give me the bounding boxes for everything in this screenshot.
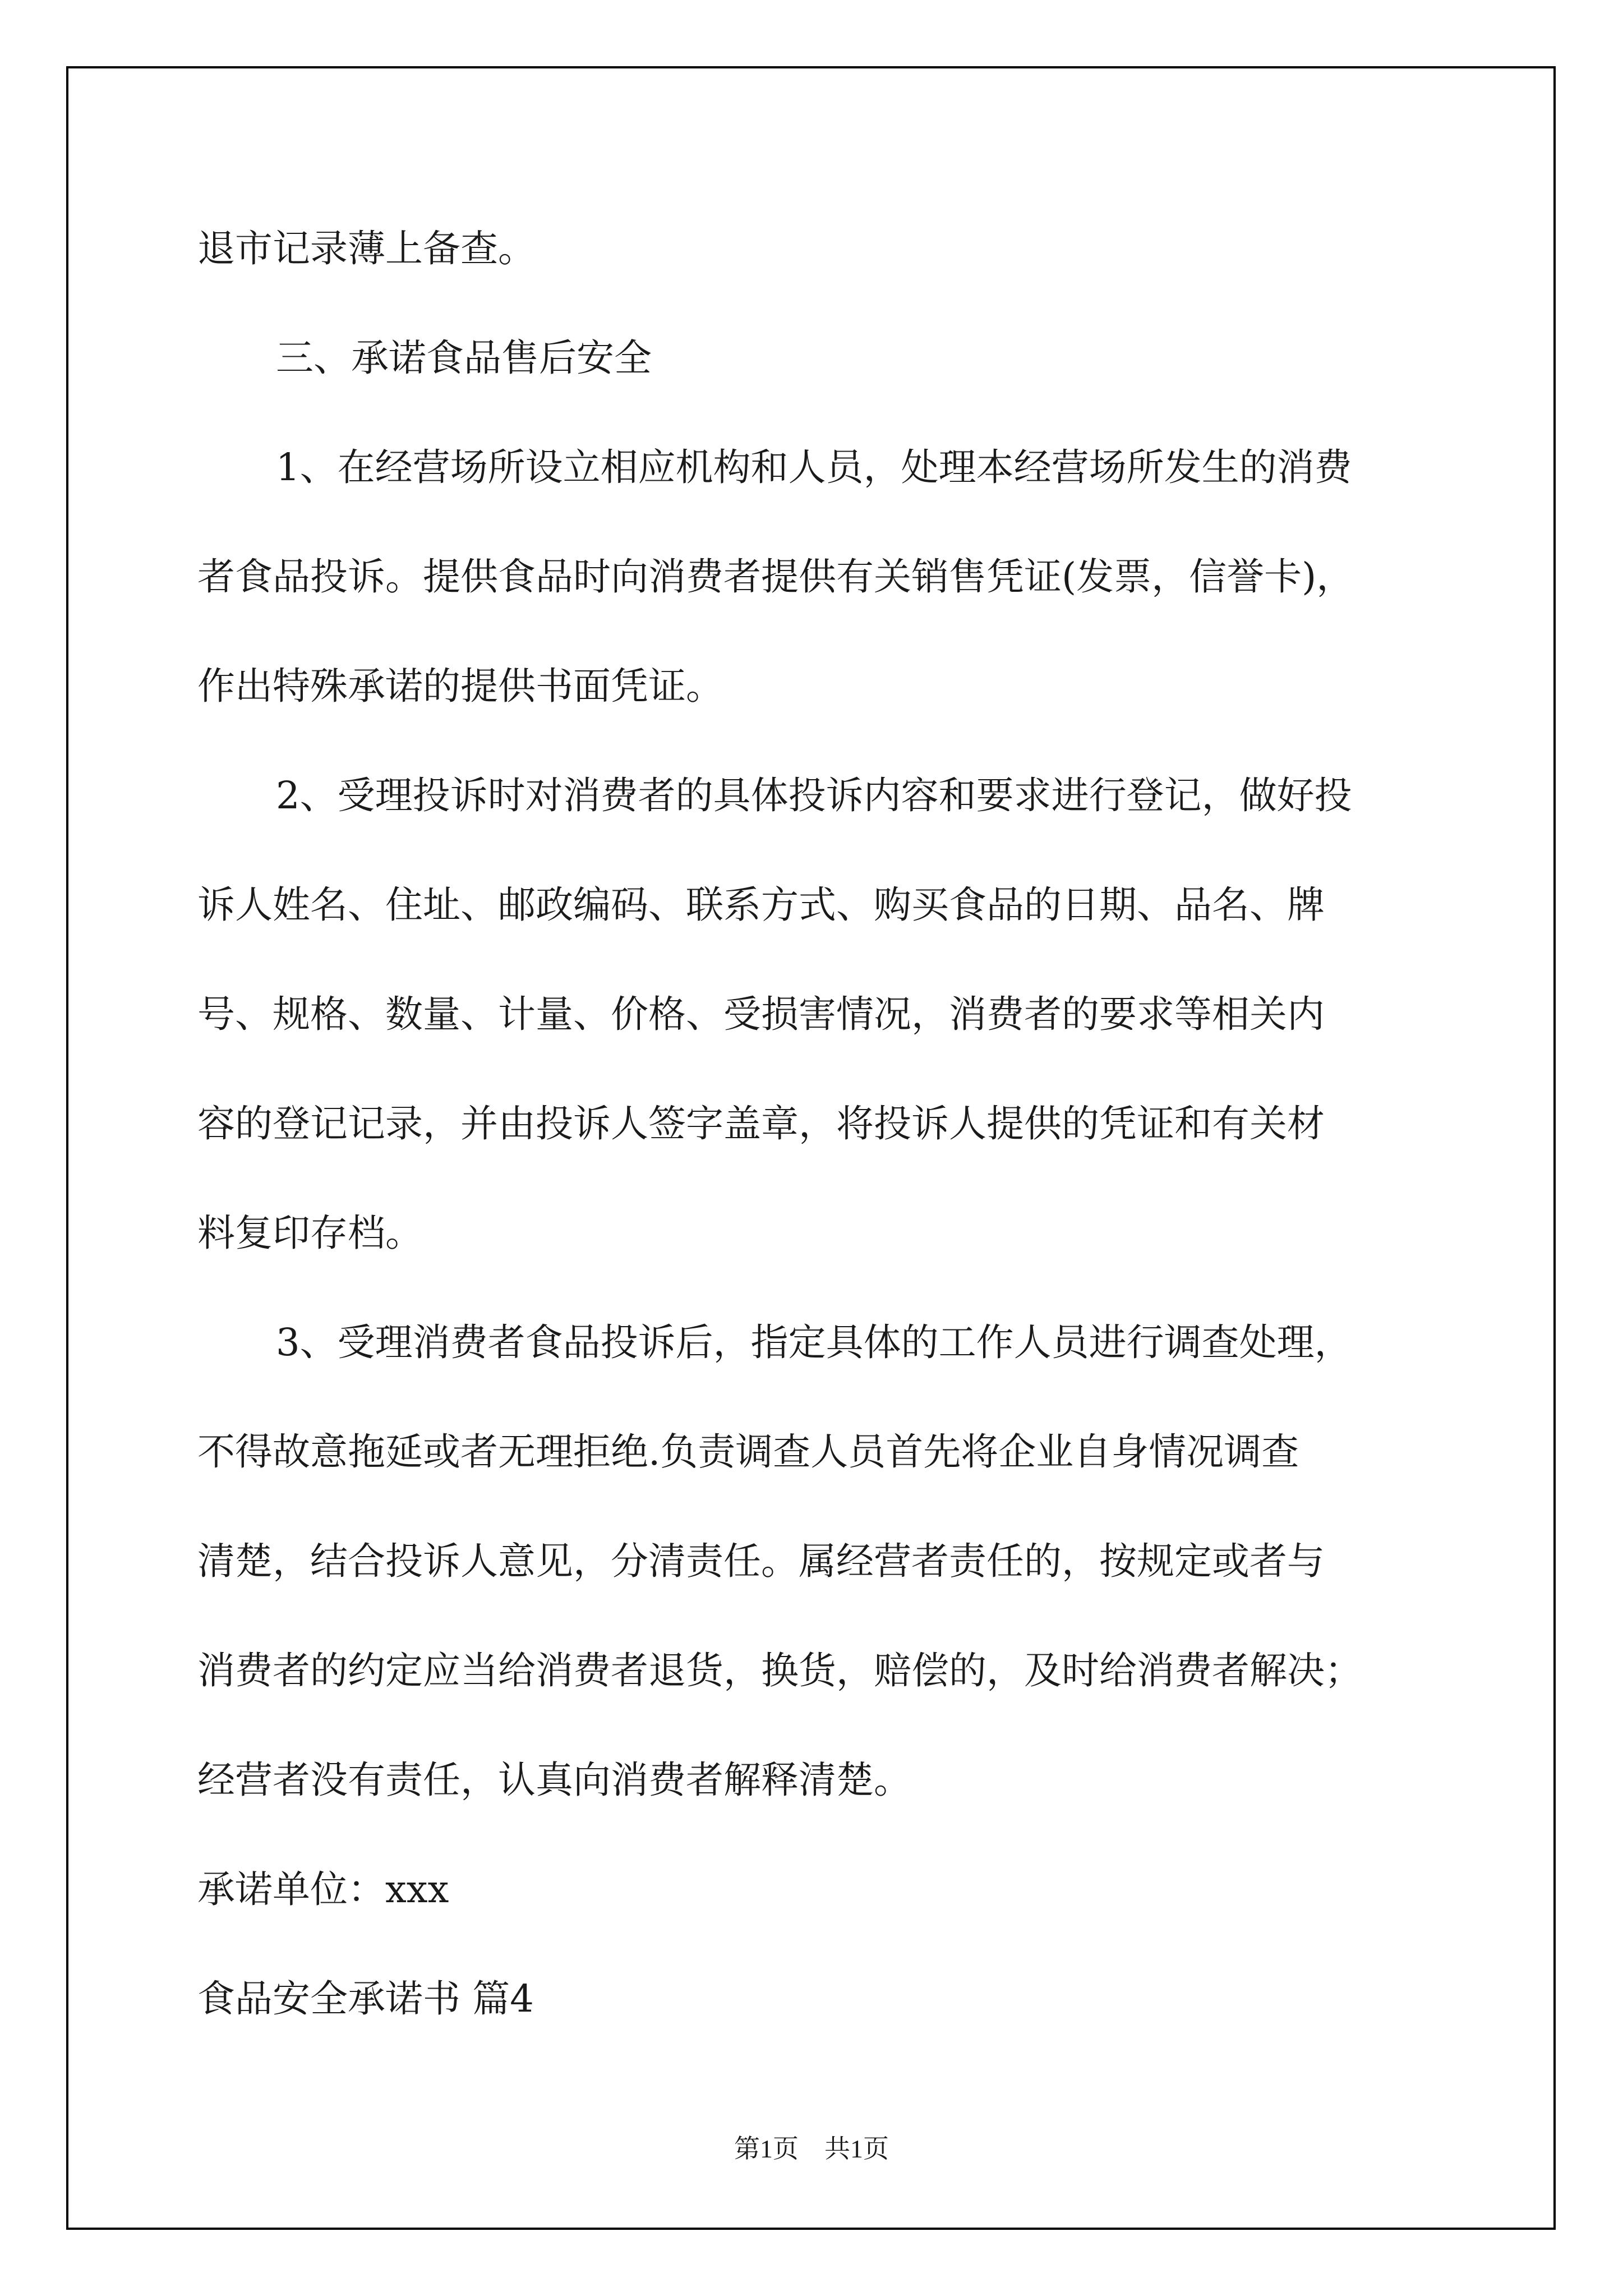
- text-line-7: 诉人姓名、住址、邮政编码、联系方式、购买食品的日期、品名、牌: [197, 883, 1325, 927]
- text-line-12: 不得故意拖延或者无理拒绝.负责调查人员首先将企业自身情况调查: [197, 1430, 1299, 1474]
- text-line-8: 号、规格、数量、计量、价格、受损害情况，消费者的要求等相关内: [197, 992, 1325, 1036]
- text-line-13: 清楚，结合投诉人意见，分清责任。属经营者责任的，按规定或者与: [197, 1539, 1325, 1583]
- text-line-3: 1、在经营场所设立相应机构和人员，处理本经营场所发生的消费: [276, 445, 1352, 489]
- promisor-unit-line: 承诺单位：xxx: [197, 1867, 449, 1911]
- text-line-5: 作出特殊承诺的提供书面凭证。: [197, 664, 723, 708]
- page-number-footer: 第1页 共1页: [734, 2134, 889, 2163]
- text-line-4: 者食品投诉。提供食品时向消费者提供有关销售凭证(发票，信誉卡)，: [197, 555, 1354, 599]
- text-line-11: 3、受理消费者食品投诉后，指定具体的工作人员进行调查处理，: [276, 1320, 1352, 1364]
- next-section-title: 食品安全承诺书 篇4: [197, 1977, 534, 2021]
- text-line-6: 2、受理投诉时对消费者的具体投诉内容和要求进行登记，做好投: [276, 774, 1352, 817]
- text-line-10: 料复印存档。: [197, 1211, 423, 1255]
- text-line-9: 容的登记记录，并由投诉人签字盖章，将投诉人提供的凭证和有关材: [197, 1102, 1325, 1145]
- text-line-14: 消费者的约定应当给消费者退货，换货，赔偿的，及时给消费者解决；: [197, 1649, 1362, 1692]
- section-heading-3: 三、承诺食品售后安全: [276, 336, 652, 380]
- text-line-1: 退市记录薄上备查。: [197, 227, 536, 270]
- text-line-15: 经营者没有责任，认真向消费者解释清楚。: [197, 1758, 911, 1802]
